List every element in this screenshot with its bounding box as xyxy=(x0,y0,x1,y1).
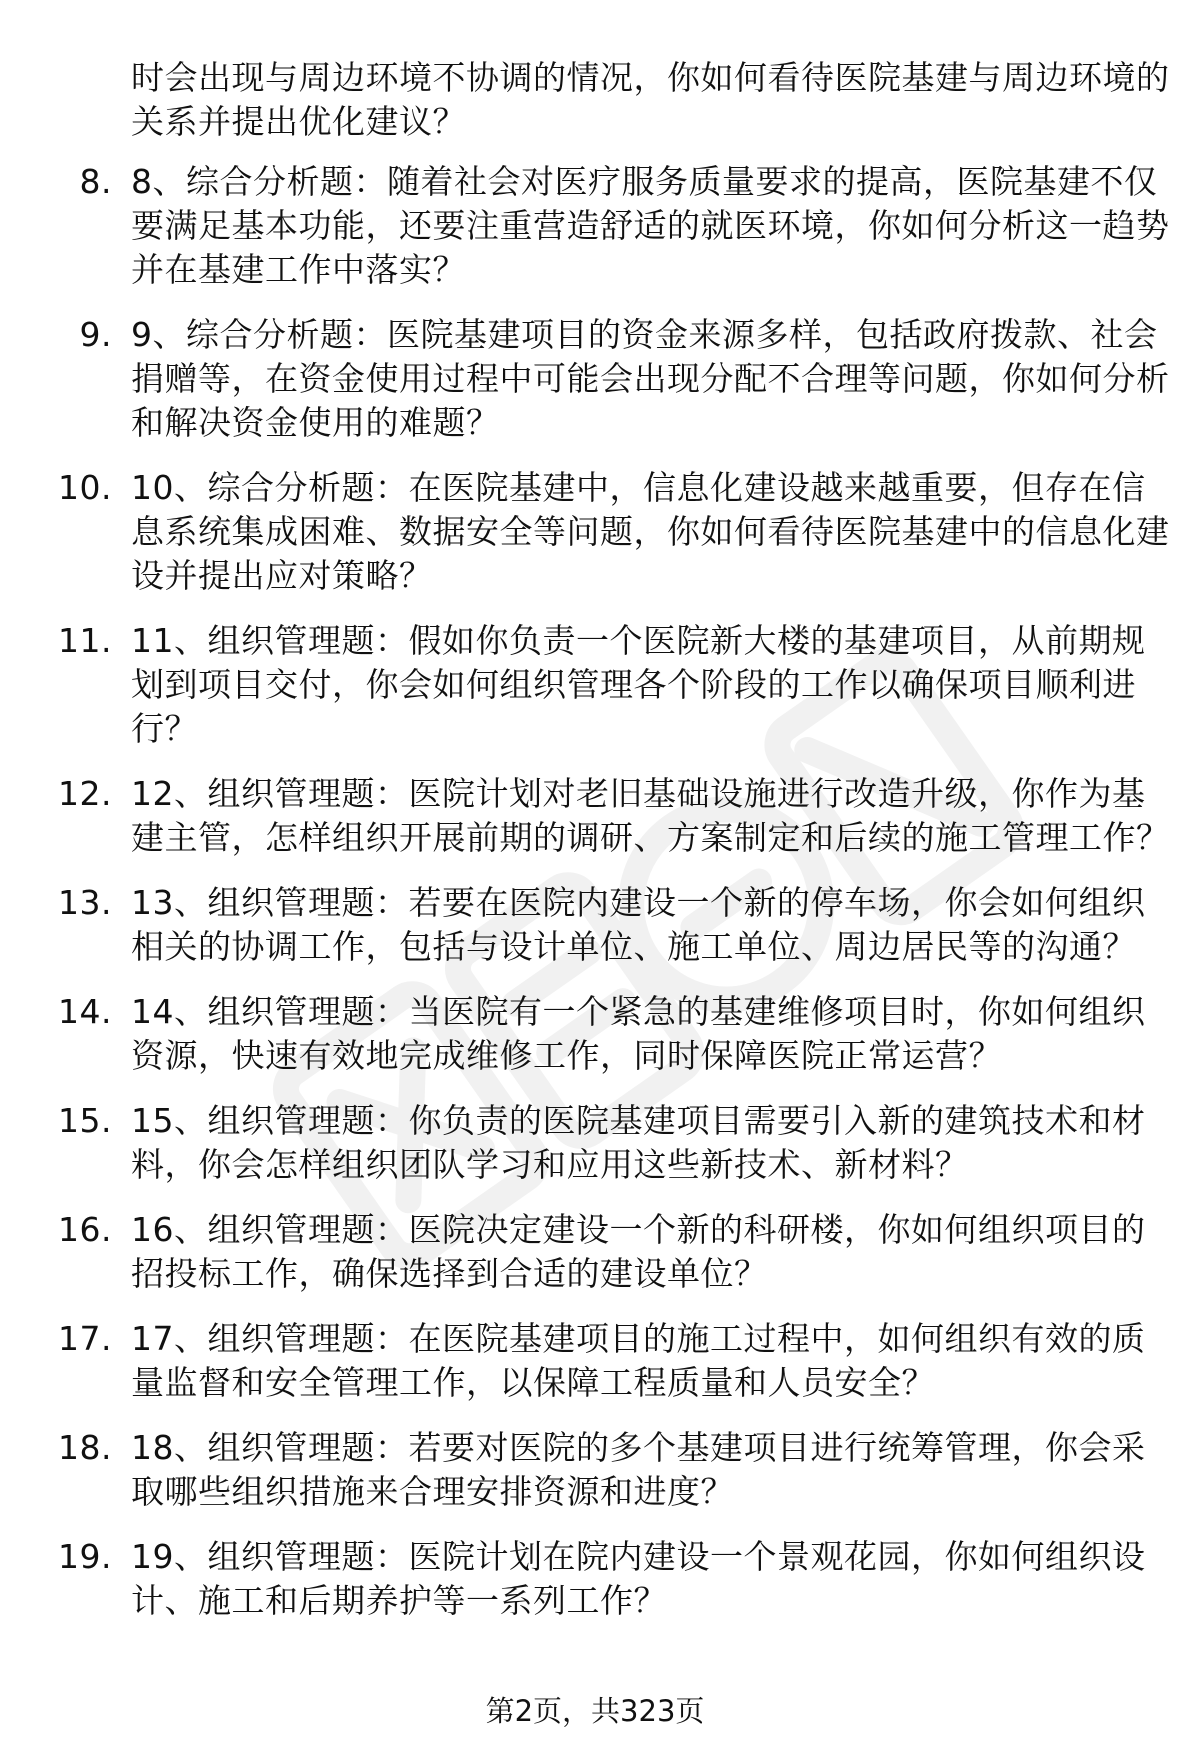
question-number: 15. xyxy=(58,1101,112,1140)
question-text: 19、组织管理题：医院计划在院内建设一个景观花园，你如何组织设计、施工和后期养护等一系列工作？ xyxy=(131,1537,1146,1620)
question-number: 14. xyxy=(58,992,112,1031)
question-number: 12. xyxy=(58,774,112,813)
question-text: 15、组织管理题：你负责的医院基建项目需要引入新的建筑技术和材料，你会怎样组织团队学习和应用这些新技术、新材料？ xyxy=(131,1101,1146,1184)
question-item xyxy=(0,990,1171,1078)
question-number: 13. xyxy=(58,883,112,922)
question-text: 16、组织管理题：医院决定建设一个新的科研楼，你如何组织项目的招投标工作，确保选择到合适的建设单位？ xyxy=(131,1210,1146,1293)
question-text: 18、组织管理题：若要对医院的多个基建项目进行统筹管理，你会采取哪些组织措施来合理安排资源和进度？ xyxy=(131,1428,1146,1511)
question-item xyxy=(0,619,1171,751)
question-text: 17、组织管理题：在医院基建项目的施工过程中，如何组织有效的质量监督和安全管理工作，以保障工程质量和人员安全？ xyxy=(131,1319,1146,1402)
question-text: 13、组织管理题：若要在医院内建设一个新的停车场，你会如何组织相关的协调工作，包括与设计单位、施工单位、周边居民等的沟通？ xyxy=(131,883,1146,966)
question-text: 11、组织管理题：假如你负责一个医院新大楼的基建项目，从前期规划到项目交付，你会如何组织管理各个阶段的工作以确保项目顺利进行？ xyxy=(131,621,1146,748)
question-item xyxy=(0,466,1171,598)
question-item xyxy=(0,1535,1171,1623)
question-item xyxy=(0,160,1171,292)
question-list xyxy=(0,160,1190,1644)
question-text: 9、综合分析题：医院基建项目的资金来源多样，包括政府拨款、社会捐赠等，在资金使用过程中可能会出现分配不合理等问题，你如何分析和解决资金使用的难题？ xyxy=(131,315,1170,442)
question-number: 9. xyxy=(79,315,112,354)
question-text: 10、综合分析题：在医院基建中，信息化建设越来越重要，但存在信息系统集成困难、数据安全等问题，你如何看待医院基建中的信息化建设并提出应对策略？ xyxy=(131,468,1170,595)
question-item xyxy=(0,1099,1171,1187)
question-item xyxy=(0,1426,1171,1514)
question-number: 11. xyxy=(58,621,112,660)
question-number: 19. xyxy=(58,1537,112,1576)
question-number: 17. xyxy=(58,1319,112,1358)
continuation-paragraph: 时会出现与周边环境不协调的情况，你如何看待医院基建与周边环境的关系并提出优化建议？ xyxy=(131,58,1170,141)
question-number: 10. xyxy=(58,468,112,507)
question-text: 14、组织管理题：当医院有一个紧急的基建维修项目时，你如何组织资源，快速有效地完成维修工作，同时保障医院正常运营？ xyxy=(131,992,1146,1075)
question-item xyxy=(0,772,1171,860)
question-number: 16. xyxy=(58,1210,112,1249)
question-text: 12、组织管理题：医院计划对老旧基础设施进行改造升级，你作为基建主管，怎样组织开展前期的调研、方案制定和后续的施工管理工作？ xyxy=(131,774,1170,857)
question-item xyxy=(0,881,1171,969)
question-item xyxy=(0,1317,1171,1405)
question-text: 8、综合分析题：随着社会对医疗服务质量要求的提高，医院基建不仅要满足基本功能，还要注重营造舒适的就医环境，你如何分析这一趋势并在基建工作中落实？ xyxy=(131,162,1170,289)
page-footer: 第2页，共323页 xyxy=(485,1694,705,1728)
question-item xyxy=(0,313,1171,445)
question-number: 18. xyxy=(58,1428,112,1467)
question-item xyxy=(0,1208,1171,1296)
question-number: 8. xyxy=(79,162,112,201)
